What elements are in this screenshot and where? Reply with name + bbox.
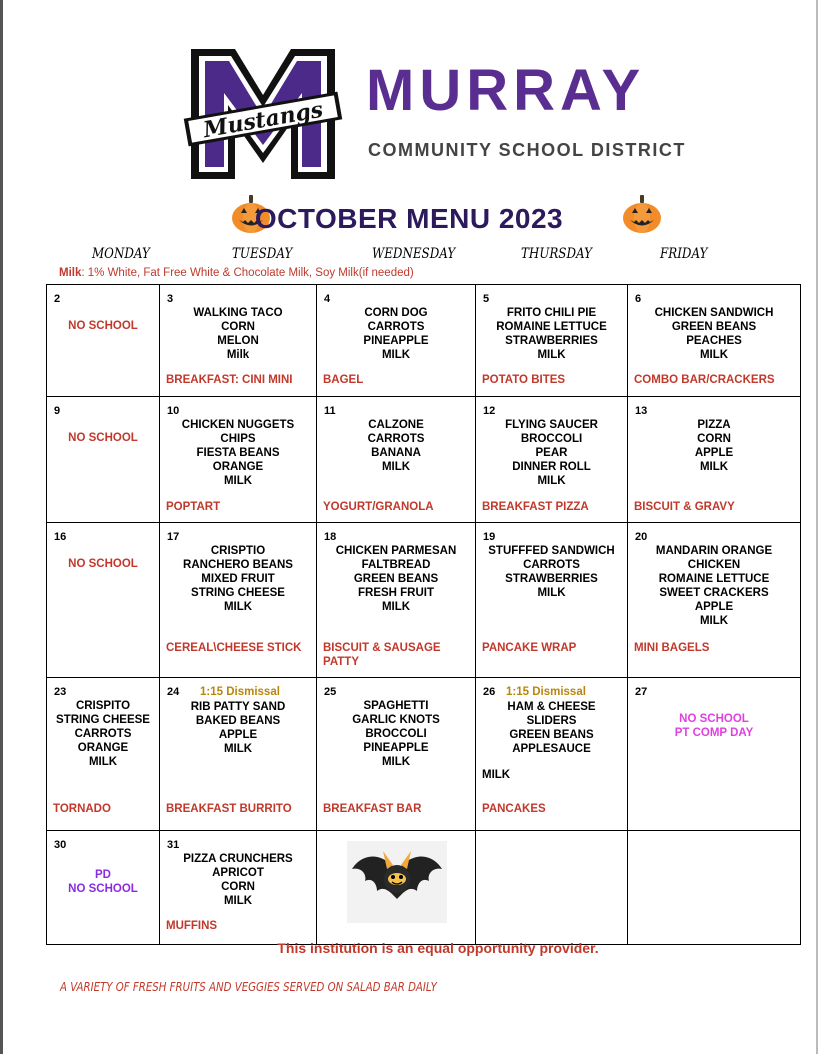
breakfast-item: COMBO BAR/CRACKERS xyxy=(634,374,775,386)
menu-item: BROCCOLI xyxy=(365,728,427,740)
calendar-day-cell xyxy=(160,285,317,397)
lunch-items xyxy=(317,306,475,362)
menu-item: SWEET CRACKERS xyxy=(659,587,769,599)
menu-item: GREEN BEANS xyxy=(353,573,439,585)
day-number: 30 xyxy=(54,839,67,851)
calendar-day-cell xyxy=(160,831,317,945)
day-number: 24 xyxy=(167,686,180,698)
breakfast-item: MINI BAGELS xyxy=(634,642,710,654)
menu-item: CARROTS xyxy=(367,321,425,333)
menu-item: CORN xyxy=(697,433,731,445)
day-number: 31 xyxy=(167,839,180,851)
calendar-day-cell xyxy=(317,678,476,831)
menu-item: MILK xyxy=(482,769,511,781)
lunch-items xyxy=(476,306,627,362)
day-number: 26 xyxy=(483,686,496,698)
no-school-label: NO SCHOOL xyxy=(68,432,138,444)
day-header-friday: FRIDAY xyxy=(660,246,708,262)
day-number: 5 xyxy=(483,293,490,305)
menu-item: PINEAPPLE xyxy=(363,742,429,754)
calendar-day-cell xyxy=(47,831,160,945)
menu-item: MILK xyxy=(381,601,411,613)
district-subtitle: COMMUNITY SCHOOL DISTRICT xyxy=(368,140,686,160)
day-number: 16 xyxy=(54,531,67,543)
menu-item: MILK xyxy=(88,756,118,768)
menu-item: CHIPS xyxy=(220,433,256,445)
menu-item: MILK xyxy=(381,461,411,473)
lunch-items xyxy=(476,700,627,756)
day-number: 19 xyxy=(483,531,496,543)
day-number: 2 xyxy=(54,293,61,305)
menu-item: MANDARIN ORANGE xyxy=(655,545,773,557)
lunch-items xyxy=(47,699,159,769)
menu-item: FRITO CHILI PIE xyxy=(506,307,597,319)
milk-note: Milk: 1% White, Fat Free White & Chocolate Milk, Soy Milk(if needed) xyxy=(59,267,414,279)
lunch-items xyxy=(160,306,316,362)
menu-item: PEACHES xyxy=(686,335,742,347)
calendar-day-cell xyxy=(476,831,628,945)
early-dismissal-note: 1:15 Dismissal xyxy=(506,686,586,698)
no-school-label: NO SCHOOL xyxy=(679,713,749,725)
salad-bar-note: A VARIETY OF FRESH FRUITS AND VEGGIES SERVED ON SALAD BAR DAILY xyxy=(60,980,437,994)
day-number: 27 xyxy=(635,686,648,698)
menu-item: DINNER ROLL xyxy=(512,461,591,473)
menu-item: BANANA xyxy=(371,447,421,459)
menu-item: STRING CHEESE xyxy=(56,714,150,726)
calendar-day-cell xyxy=(160,678,317,831)
menu-item: CHICKEN xyxy=(687,559,741,571)
menu-item: CHICKEN NUGGETS xyxy=(181,419,295,431)
calendar-day-cell xyxy=(628,831,801,945)
breakfast-item: YOGURT/GRANOLA xyxy=(323,501,434,513)
menu-item: RIB PATTY SAND xyxy=(190,701,286,713)
menu-item: SLIDERS xyxy=(526,715,577,727)
day-number: 3 xyxy=(167,293,174,305)
menu-item: CARROTS xyxy=(74,728,132,740)
day-number: 12 xyxy=(483,405,496,417)
menu-item: FIESTA BEANS xyxy=(196,447,280,459)
calendar-day-cell xyxy=(476,397,628,523)
calendar-day-cell xyxy=(628,678,801,831)
menu-item: CARROTS xyxy=(523,559,580,571)
no-school-label: NO SCHOOL xyxy=(68,558,138,570)
menu-item: STRAWBERRIES xyxy=(505,573,598,585)
menu-item: FLYING SAUCER xyxy=(505,419,598,431)
page-edge-left xyxy=(0,0,3,1054)
breakfast-item: PANCAKE WRAP xyxy=(482,642,577,654)
menu-item: GREEN BEANS xyxy=(509,729,594,741)
calendar-day-cell xyxy=(317,831,476,945)
svg-text:Mustangs: Mustangs xyxy=(201,96,325,144)
breakfast-item: BREAKFAST BAR xyxy=(323,803,422,815)
menu-item: CHICKEN SANDWICH xyxy=(654,307,774,319)
menu-item: ORANGE xyxy=(212,461,264,473)
breakfast-item: BISCUIT & GRAVY xyxy=(634,501,735,513)
breakfast-item: BAGEL xyxy=(323,374,364,386)
day-header-tuesday: TUESDAY xyxy=(232,246,293,262)
day-number: 13 xyxy=(635,405,648,417)
menu-item: ROMAINE LETTUCE xyxy=(496,321,607,333)
menu-item: MILK xyxy=(381,349,411,361)
calendar-day-cell xyxy=(47,678,160,831)
menu-item: SPAGHETTI xyxy=(363,700,429,712)
menu-item: MILK xyxy=(223,895,253,907)
breakfast-item: POTATO BITES xyxy=(482,374,566,386)
pd-label: PD xyxy=(95,869,111,881)
menu-item: CORN xyxy=(221,321,255,333)
menu-item: ROMAINE LETTUCE xyxy=(658,573,770,585)
bat-icon xyxy=(347,841,447,923)
breakfast-item: BREAKFAST PIZZA xyxy=(482,501,589,513)
menu-item: FRESH FRUIT xyxy=(357,587,435,599)
lunch-items xyxy=(628,306,800,362)
day-number: 20 xyxy=(635,531,648,543)
mustangs-logo xyxy=(183,45,343,183)
menu-item: APRICOT xyxy=(212,867,264,879)
menu-item: HAM & CHEESE xyxy=(507,701,596,713)
calendar-week-row xyxy=(47,678,801,831)
calendar-week-row xyxy=(47,523,801,678)
day-header-thursday: THURSDAY xyxy=(521,246,592,262)
calendar-week-row xyxy=(47,285,801,397)
breakfast-item: BREAKFAST: CINI MINI xyxy=(166,374,293,386)
menu-item: RANCHERO BEANS xyxy=(183,559,293,571)
calendar-day-cell xyxy=(476,678,628,831)
no-school-label: NO SCHOOL xyxy=(68,883,138,895)
menu-item: CALZONE xyxy=(368,419,424,431)
day-header-monday: MONDAY xyxy=(92,246,150,262)
menu-item: MILK xyxy=(223,475,253,487)
lunch-items xyxy=(317,699,475,769)
menu-item: MILK xyxy=(699,615,729,627)
day-number: 6 xyxy=(635,293,642,305)
menu-item: CORN xyxy=(221,881,255,893)
menu-item: BROCCOLI xyxy=(520,433,583,445)
menu-item: APPLESAUCE xyxy=(512,743,591,755)
calendar-day-cell xyxy=(47,285,160,397)
lunch-items xyxy=(160,544,316,614)
calendar-day-cell xyxy=(476,285,628,397)
menu-item: ORANGE xyxy=(77,742,129,754)
menu-item: APPLE xyxy=(218,729,258,741)
menu-item: FALTBREAD xyxy=(361,559,431,571)
menu-item: MILK xyxy=(381,756,411,768)
menu-item: CRISPITO xyxy=(75,700,131,712)
menu-item: WALKING TACO xyxy=(193,307,283,319)
day-number: 18 xyxy=(324,531,337,543)
early-dismissal-note: 1:15 Dismissal xyxy=(200,686,280,698)
menu-item: MILK xyxy=(537,475,566,487)
calendar-day-cell xyxy=(317,285,476,397)
lunch-items xyxy=(160,418,316,488)
lunch-items xyxy=(317,544,475,614)
day-number: 17 xyxy=(167,531,180,543)
menu-item: CORN DOG xyxy=(364,307,428,319)
menu-item: MILK xyxy=(699,349,729,361)
menu-item: MIXED FRUIT xyxy=(201,573,275,585)
menu-item: CHICKEN PARMESAN xyxy=(335,545,457,557)
menu-item: PINEAPPLE xyxy=(363,335,429,347)
lunch-items xyxy=(160,700,316,756)
pt-comp-day-label: PT COMP DAY xyxy=(674,727,754,739)
calendar-day-cell xyxy=(47,523,160,678)
breakfast-item: BREAKFAST BURRITO xyxy=(166,803,292,815)
day-number: 25 xyxy=(324,686,337,698)
calendar-day-cell xyxy=(476,523,628,678)
menu-item: CARROTS xyxy=(367,433,425,445)
menu-item: MILK xyxy=(699,461,729,473)
menu-item: MILK xyxy=(537,349,566,361)
lunch-items xyxy=(317,418,475,474)
breakfast-item: MUFFINS xyxy=(166,920,218,932)
calendar-week-row xyxy=(47,831,801,945)
day-number: 10 xyxy=(167,405,180,417)
breakfast-item: CEREAL\CHEESE STICK xyxy=(166,642,302,654)
day-number: 11 xyxy=(324,405,336,417)
lunch-items xyxy=(628,418,800,474)
menu-calendar xyxy=(46,284,801,945)
menu-item: STRAWBERRIES xyxy=(505,335,598,347)
breakfast-item: TORNADO xyxy=(53,803,111,815)
menu-item: MELON xyxy=(217,335,259,347)
menu-item: APPLE xyxy=(694,601,734,613)
menu-item: PEAR xyxy=(535,447,568,459)
calendar-day-cell xyxy=(160,523,317,678)
breakfast-item: BISCUIT & SAUSAGE xyxy=(323,642,441,654)
district-name: MURRAY xyxy=(366,58,646,123)
breakfast-item: POPTART xyxy=(166,501,221,513)
calendar-week-row xyxy=(47,397,801,523)
calendar-day-cell xyxy=(47,397,160,523)
menu-title: OCTOBER MENU 2023 xyxy=(254,203,564,234)
no-school-label: NO SCHOOL xyxy=(68,320,138,332)
menu-item: STRING CHEESE xyxy=(191,587,285,599)
day-number: 9 xyxy=(54,405,61,417)
calendar-day-cell xyxy=(628,523,801,678)
calendar-day-cell xyxy=(160,397,317,523)
day-number: 4 xyxy=(324,293,331,305)
day-header-wednesday: WEDNESDAY xyxy=(372,246,456,262)
breakfast-item: PANCAKES xyxy=(482,803,546,815)
menu-item: GARLIC KNOTS xyxy=(352,714,440,726)
menu-item: BAKED BEANS xyxy=(195,715,281,727)
equal-opportunity-statement: This institution is an equal opportunity provider. xyxy=(277,940,599,956)
menu-item: Milk xyxy=(226,349,250,361)
calendar-day-cell xyxy=(317,397,476,523)
calendar-day-cell xyxy=(628,397,801,523)
lunch-items xyxy=(628,544,800,628)
menu-item: STUFFFED SANDWICH xyxy=(488,545,615,557)
menu-item: APPLE xyxy=(694,447,734,459)
calendar-day-cell xyxy=(317,523,476,678)
menu-item: MILK xyxy=(223,601,253,613)
lunch-items xyxy=(476,544,627,600)
calendar-day-cell xyxy=(628,285,801,397)
lunch-items xyxy=(160,852,316,908)
menu-item: MILK xyxy=(537,587,566,599)
menu-item: CRISPTIO xyxy=(210,545,266,557)
breakfast-item: PATTY xyxy=(323,656,359,668)
lunch-items xyxy=(476,418,627,488)
menu-item: MILK xyxy=(223,743,253,755)
menu-item: GREEN BEANS xyxy=(671,321,757,333)
menu-item: PIZZA CRUNCHERS xyxy=(183,853,293,865)
menu-item: PIZZA xyxy=(697,419,731,431)
day-number: 23 xyxy=(54,686,67,698)
